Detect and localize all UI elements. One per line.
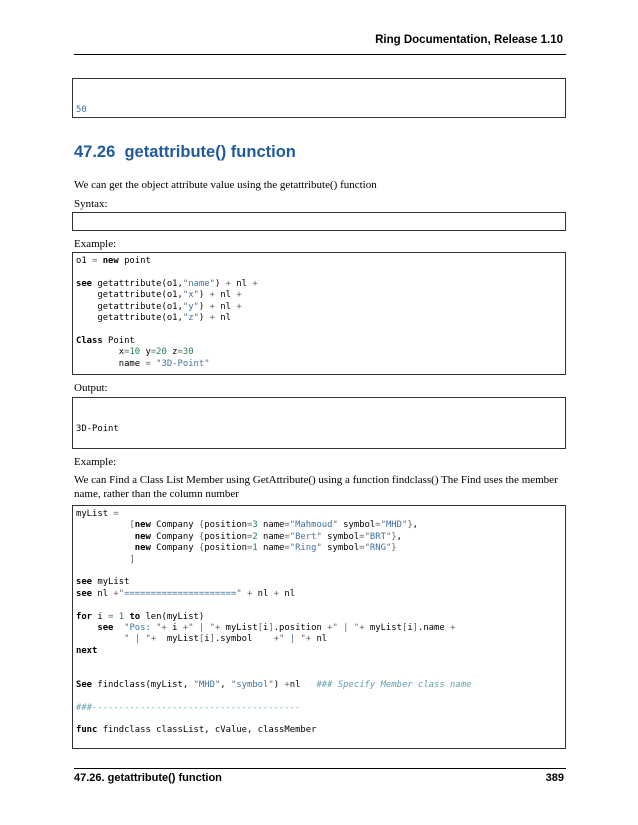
example-1-code-block	[72, 252, 566, 375]
code-line: name = "3D-Point"	[76, 358, 210, 369]
code-line: func findclass classList, cValue, classMember	[76, 725, 317, 736]
code-line: next	[76, 645, 98, 656]
section-heading	[74, 143, 296, 162]
code-line	[76, 657, 562, 668]
code-line: new Company {position=1 name="Ring" symbol="RNG"}	[134, 543, 397, 554]
code-line: " | "+ myList[i].symbol +" | "+ nl	[124, 634, 328, 645]
code-line: see "Pos: "+ i +" | "+ myList[i].position +" | "+ myList[i].name +	[97, 622, 456, 633]
code-line: o1 = new point	[76, 256, 151, 266]
syntax-label: Syntax:	[74, 198, 108, 210]
code-line	[76, 714, 562, 725]
code-line: see nl +"=====================" + nl + nl	[76, 588, 296, 599]
example-label-2: Example:	[74, 456, 117, 468]
output-label: Output:	[74, 382, 108, 394]
intro-paragraph: We can get the object attribute value using the getattribute() function	[74, 179, 377, 191]
example-label-1: Example:	[74, 238, 117, 250]
syntax-code-block	[72, 212, 566, 231]
page-number: 389	[545, 772, 564, 784]
code-line: getattribute(o1,"x") + nl +	[76, 290, 242, 301]
code-line	[76, 691, 562, 702]
output-block-2	[72, 397, 566, 449]
code-line	[76, 267, 562, 278]
output-block-top	[72, 78, 566, 118]
code-line: getattribute(o1,"y") + nl +	[76, 301, 242, 312]
footer-section-ref: 47.26. getattribute() function	[74, 772, 222, 784]
code-line: x=10 y=20 z=30	[76, 347, 194, 358]
code-line	[76, 324, 562, 335]
output-line: 3D-Point	[76, 423, 119, 434]
code-line: ###---------------------------------------	[76, 702, 301, 713]
code-line: myList =	[76, 509, 119, 519]
output-line: 50	[76, 104, 87, 115]
code-line: Class Point	[76, 335, 135, 346]
running-header-title: Ring Documentation, Release 1.10	[375, 34, 563, 46]
code-line: getattribute(o1,"z") + nl	[76, 312, 231, 323]
code-line: ]	[129, 554, 135, 565]
code-line: See findclass(myList, "MHD", "symbol") +nl ### Specify Member class name	[76, 679, 472, 690]
code-line: for i = 1 to len(myList)	[76, 611, 205, 622]
footer-divider	[74, 768, 566, 769]
code-line	[76, 668, 562, 679]
example-2-code-block	[72, 505, 566, 749]
code-line: see myList	[76, 577, 130, 588]
description-paragraph: We can Find a Class List Member using GetAttribute() using a function findclass() The Find uses the member name, rather than the column number	[74, 474, 558, 500]
code-line	[76, 600, 562, 611]
code-line	[76, 566, 562, 577]
code-line: new Company {position=2 name="Bert" symbol="BRT"},	[134, 531, 402, 542]
section-number: 47.26	[74, 143, 116, 161]
code-line: [new Company {position=3 name="Mahmoud" symbol="MHD"},	[129, 520, 418, 531]
section-title-text: getattribute() function	[124, 143, 296, 161]
code-line: see getattribute(o1,"name") + nl +	[76, 278, 258, 289]
header-divider	[74, 54, 566, 55]
